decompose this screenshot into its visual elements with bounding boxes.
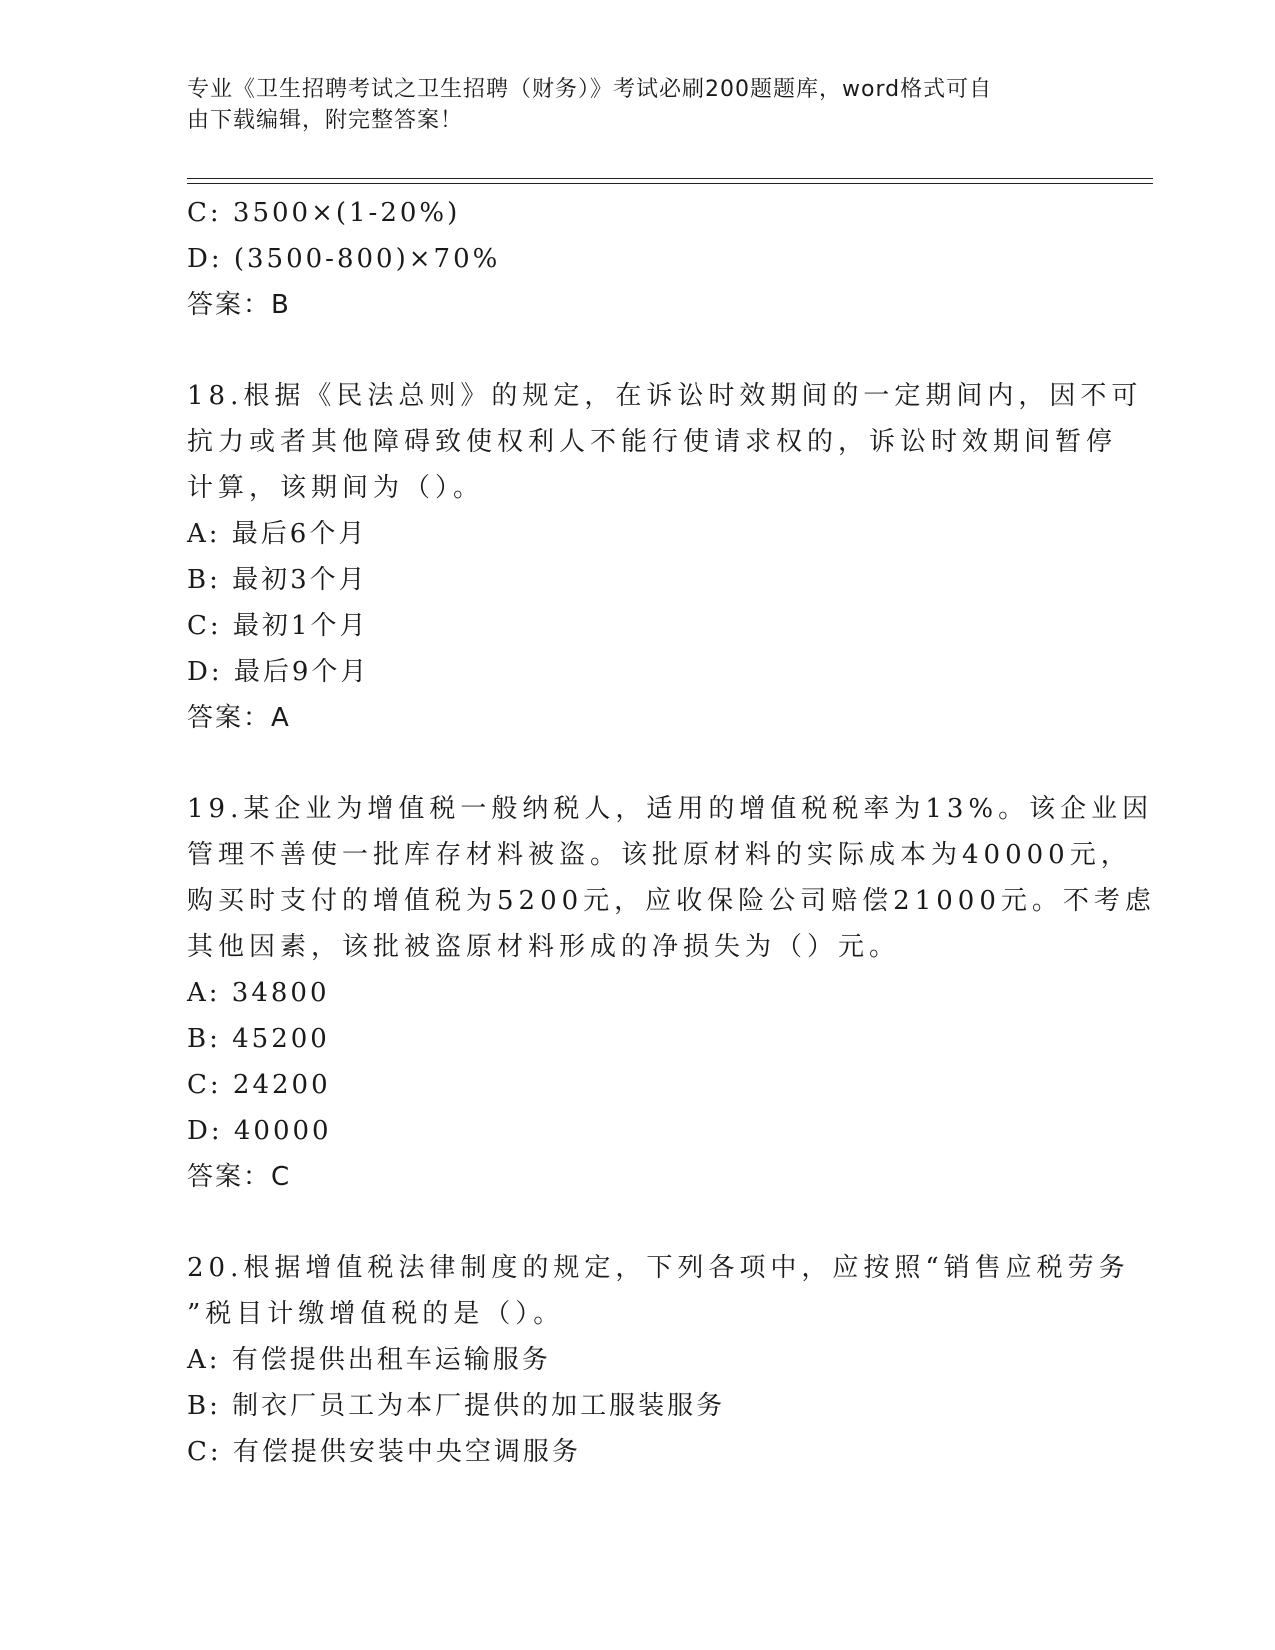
question-list (187, 190, 1156, 1475)
page-header (187, 74, 1067, 136)
option-c: C: 最初1个月 (187, 611, 369, 641)
option-b: B: 制衣厂员工为本厂提供的加工服装服务 (187, 1391, 726, 1421)
question-19 (187, 786, 1156, 1200)
question-18 (187, 373, 1143, 741)
question-line: ”税目计缴增值税的是（）。 (187, 1299, 565, 1329)
question-line: 其他因素，该批被盗原材料形成的净损失为（）元。 (187, 932, 901, 962)
question-text (187, 1245, 1130, 1337)
spacer (187, 1200, 1087, 1245)
option-c: C: 3500×(1-20%) (187, 198, 461, 228)
question-line: 抗力或者其他障碍致使权利人不能行使请求权的，诉讼时效期间暂停 (187, 427, 1118, 457)
answer-line: 答案：B (187, 290, 291, 320)
question-line: 18.根据《民法总则》的规定，在诉讼时效期间的一定期间内，因不可 (187, 381, 1143, 411)
spacer (187, 328, 1087, 373)
question-line: 购买时支付的增值税为5200元，应收保险公司赔偿21000元。不考虑 (187, 886, 1156, 916)
question-line: 计算，该期间为（）。 (187, 473, 485, 503)
header-divider-top (187, 178, 1153, 179)
option-b: B: 45200 (187, 1024, 330, 1054)
option-a: A: 有偿提供出租车运输服务 (187, 1345, 551, 1375)
header-divider-bottom (187, 183, 1153, 184)
option-c: C: 24200 (187, 1070, 331, 1100)
spacer (187, 741, 1087, 786)
question-line: 19.某企业为增值税一般纳税人，适用的增值税税率为13%。该企业因 (187, 794, 1154, 824)
header-line-1: 专业《卫生招聘考试之卫生招聘（财务）》考试必刷200题题库，word格式可自 (187, 77, 993, 102)
question-text (187, 373, 1143, 511)
question-line: 管理不善使一批库存材料被盗。该批原材料的实际成本为40000元， (187, 840, 1132, 870)
answer-line: 答案：A (187, 703, 291, 733)
question-line: 20.根据增值税法律制度的规定，下列各项中，应按照“销售应税劳务 (187, 1253, 1130, 1283)
option-a: A: 最后6个月 (187, 519, 368, 549)
option-c: C: 有偿提供安装中央空调服务 (187, 1437, 581, 1467)
option-d: D: (3500-800)×70% (187, 244, 501, 274)
question-17-tail (187, 190, 1087, 328)
option-b: B: 最初3个月 (187, 565, 368, 595)
option-a: A: 34800 (187, 978, 330, 1008)
header-line-2: 由下载编辑，附完整答案！ (187, 108, 464, 133)
option-d: D: 40000 (187, 1116, 332, 1146)
question-20 (187, 1245, 1130, 1475)
option-d: D: 最后9个月 (187, 657, 370, 687)
answer-line: 答案：C (187, 1162, 292, 1192)
question-text (187, 786, 1156, 970)
